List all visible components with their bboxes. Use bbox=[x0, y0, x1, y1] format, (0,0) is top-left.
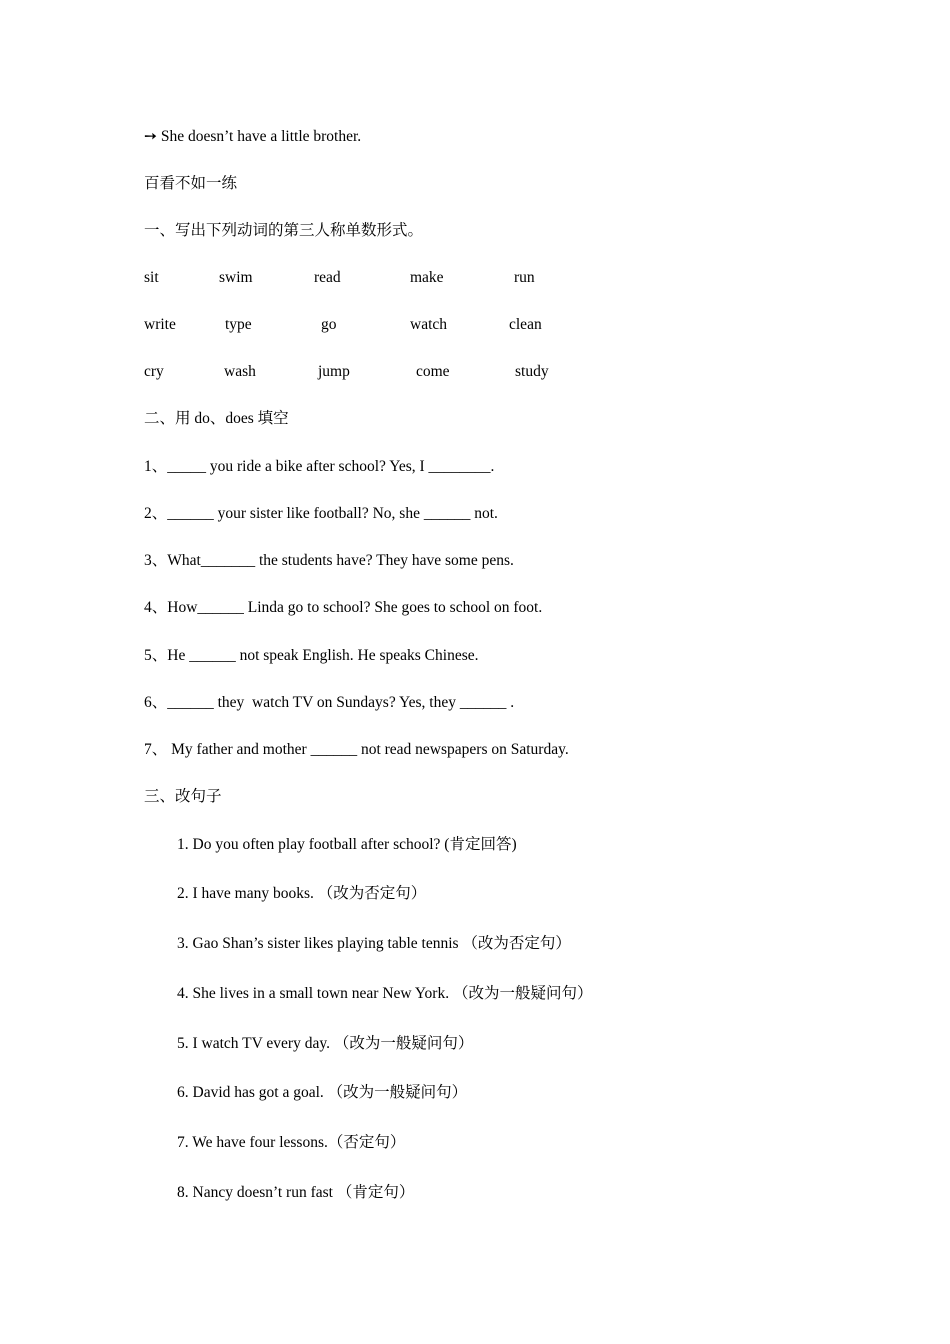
practice-title: 百看不如一练 bbox=[144, 175, 238, 192]
rewrite-item: 4. She lives in a small town near New York. （改为一般疑问句） bbox=[177, 985, 593, 1002]
verb-word: wash bbox=[224, 363, 256, 380]
fill-item: 6、______ they watch TV on Sundays? Yes, they ______ . bbox=[144, 694, 515, 711]
fill-item: 2、______ your sister like football? No, she ______ not. bbox=[144, 505, 498, 522]
rewrite-item: 7. We have four lessons.（否定句） bbox=[177, 1134, 406, 1151]
fill-item: 4、How______ Linda go to school? She goes to school on foot. bbox=[144, 599, 543, 616]
verb-word: watch bbox=[410, 316, 448, 333]
verb-word: type bbox=[225, 316, 252, 333]
verb-word: run bbox=[514, 269, 535, 286]
rewrite-item: 6. David has got a goal. （改为一般疑问句） bbox=[177, 1084, 468, 1101]
rewrite-item: 1. Do you often play football after school? (肯定回答) bbox=[177, 836, 517, 853]
verb-row bbox=[144, 315, 704, 335]
intro-line: ➙ She doesn’t have a little brother. bbox=[144, 128, 362, 145]
section2-title: 二、用 do、does 填空 bbox=[144, 410, 289, 427]
verb-word: sit bbox=[144, 269, 159, 286]
verb-row bbox=[144, 268, 704, 288]
section3-title: 三、改句子 bbox=[144, 788, 222, 805]
verb-word: write bbox=[144, 316, 176, 333]
fill-item: 3、What_______ the students have? They have some pens. bbox=[144, 552, 514, 569]
verb-word: make bbox=[410, 269, 444, 286]
verb-word: swim bbox=[219, 269, 253, 286]
verb-word: go bbox=[321, 316, 337, 333]
rewrite-item: 5. I watch TV every day. （改为一般疑问句） bbox=[177, 1035, 474, 1052]
verb-word: jump bbox=[318, 363, 350, 380]
verb-word: read bbox=[314, 269, 341, 286]
verb-row bbox=[144, 362, 704, 382]
fill-item: 5、He ______ not speak English. He speaks Chinese. bbox=[144, 647, 479, 664]
rewrite-item: 2. I have many books. （改为否定句） bbox=[177, 885, 427, 902]
rewrite-item: 8. Nancy doesn’t run fast （肯定句） bbox=[177, 1184, 415, 1201]
verb-word: study bbox=[515, 363, 549, 380]
verb-word: clean bbox=[509, 316, 542, 333]
verb-word: cry bbox=[144, 363, 164, 380]
fill-item: 7、 My father and mother ______ not read newspapers on Saturday. bbox=[144, 741, 569, 758]
section1-title: 一、写出下列动词的第三人称单数形式。 bbox=[144, 222, 424, 239]
fill-item: 1、_____ you ride a bike after school? Yes, I ________. bbox=[144, 458, 495, 475]
rewrite-item: 3. Gao Shan’s sister likes playing table tennis （改为否定句） bbox=[177, 935, 571, 952]
verb-word: come bbox=[416, 363, 450, 380]
